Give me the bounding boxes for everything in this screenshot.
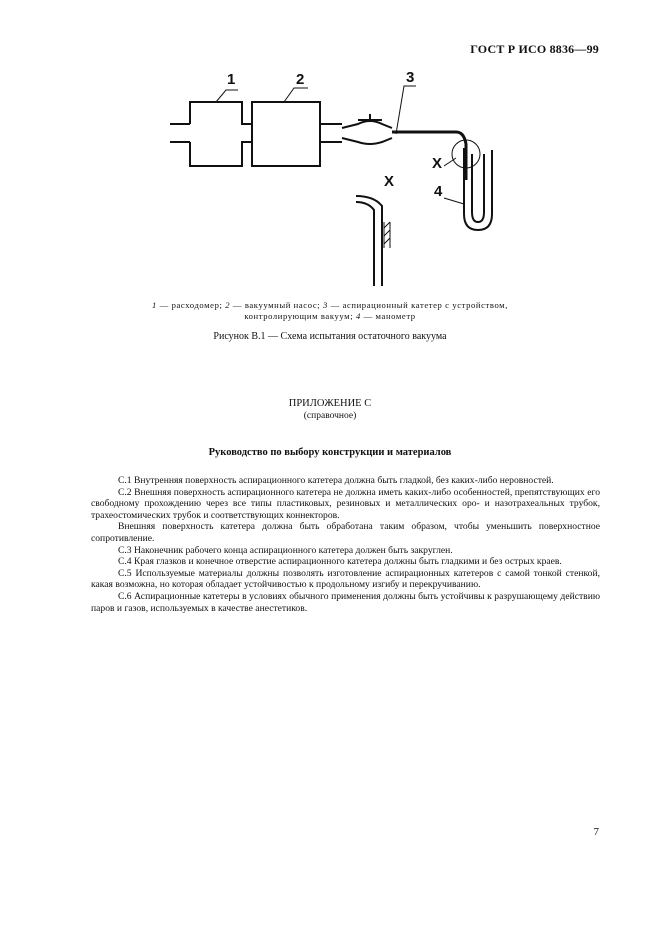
paragraph-c2: С.2 Внешняя поверхность аспирационного катетера не должна иметь каких-либо особенностей, препятствующих его свободному прохождению через все типы пластиковых, резиновых и металлических оро- и назотрахеальных трубок, трахеостомических трубок и соответствующих коннекторов. [91, 486, 600, 521]
paragraph-c4: С.4 Края глазков и конечное отверстие аспирационного катетера должны быть гладкими и без острых краев. [118, 556, 562, 568]
legend-num-3: 3 [322, 300, 328, 310]
detail-tube [356, 196, 382, 286]
legend-num-1: 1 [152, 300, 157, 310]
legend-text-4: — манометр [360, 311, 416, 321]
test-scheme-diagram [160, 62, 520, 302]
leader-3 [396, 86, 416, 134]
label-2: 2 [296, 71, 305, 88]
detail-packing [384, 222, 390, 248]
legend-text-3b: контролирующим вакуум; [244, 311, 356, 321]
section-title: Руководство по выбору конструкции и материалов [208, 447, 452, 458]
page-number: 7 [593, 826, 599, 838]
leader-2 [284, 88, 308, 102]
catheter [392, 132, 466, 180]
label-1: 1 [227, 71, 236, 88]
appendix-heading [60, 398, 600, 422]
connector [342, 114, 392, 144]
legend-num-4: 4 [355, 311, 361, 321]
label-3: 3 [406, 69, 415, 86]
legend-text-2: — вакуумный насос; [230, 300, 323, 310]
outlet-tube [320, 124, 342, 142]
catheter-in-manometer [463, 148, 467, 174]
legend-num-2: 2 [225, 300, 231, 310]
document-header: ГОСТ Р ИСО 8836—99 [470, 42, 599, 56]
appendix-subtitle: (справочное) [303, 411, 357, 421]
label-4: 4 [434, 183, 443, 200]
flowmeter-block [190, 102, 252, 166]
paragraph-c1: С.1 Внутренняя поверхность аспирационного катетера должна быть гладкой, без каких-либо неровностей. [118, 475, 554, 486]
leader-1 [216, 90, 238, 102]
paragraph-c6: С.6 Аспирационные катетеры в условиях обычного применения должны быть устойчивы к разрушающему действию паров и газов, используемых в качестве анестетиков. [91, 590, 600, 614]
legend-text-3: — аспирационный катетер с устройством, [327, 300, 508, 310]
appendix-title: ПРИЛОЖЕНИЕ С [288, 398, 372, 409]
inlet-tube [170, 124, 190, 142]
legend-text-1: — расходомер; [156, 300, 226, 310]
leader-4 [444, 198, 464, 204]
label-x-main: X [432, 155, 443, 172]
paragraph-c2-cont: Внешняя поверхность катетера должна быть обработана таким образом, чтобы уменьшить поверхностное сопротивление. [91, 521, 600, 544]
figure-legend [100, 300, 560, 322]
paragraph-c5: С.5 Используемые материалы должны позволять изготовление аспирационных катетеров с самой тонкой стенкой, какая возможна, но которая обладает устойчивостью к продольному изгибу и перекручиванию. [91, 567, 600, 591]
paragraph-c3: С.3 Наконечник рабочего конца аспирационного катетера должен быть закруглен. [118, 544, 453, 556]
figure-title: Рисунок В.1 — Схема испытания остаточного вакуума [213, 331, 447, 342]
vacuum-pump-block [252, 102, 320, 166]
section-body [91, 475, 600, 614]
label-x-detail: X [384, 173, 395, 190]
